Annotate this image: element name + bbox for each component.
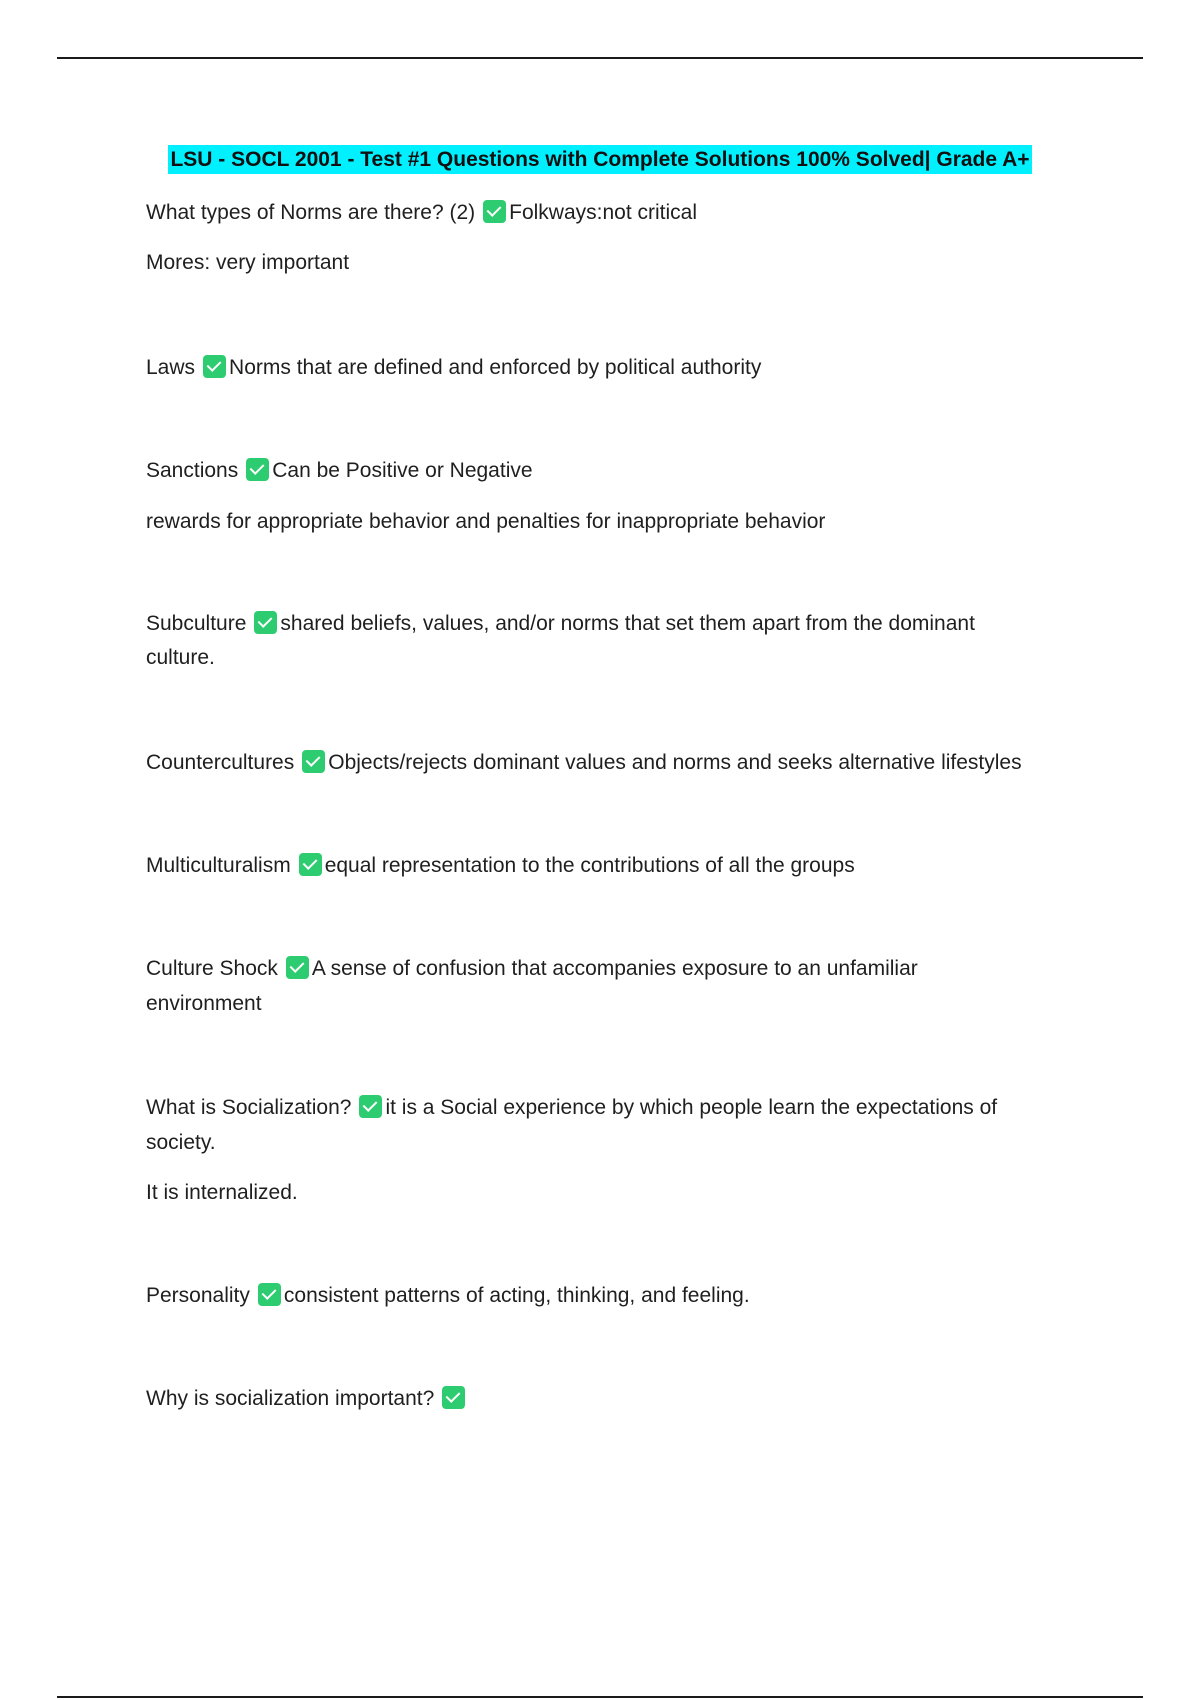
question-term: Countercultures (146, 751, 295, 774)
answer-extra: rewards for appropriate behavior and penalties for inappropriate behavior (146, 510, 826, 533)
answer-extra: It is internalized. (146, 1181, 298, 1204)
check-mark-icon (299, 853, 322, 876)
check-mark-icon (258, 1283, 281, 1306)
answer-continuation: culture. (146, 646, 215, 669)
qa-item (146, 1279, 1086, 1313)
check-mark-icon (246, 458, 269, 481)
qa-item (146, 196, 1086, 230)
bottom-rule (57, 1696, 1143, 1698)
check-mark-icon (302, 750, 325, 773)
question-term: What types of Norms are there? (2) (146, 201, 476, 224)
answer-text: Objects/rejects dominant values and norms and seeks alternative lifestyles (328, 751, 1022, 774)
check-mark-icon (359, 1095, 382, 1118)
answer-text: equal representation to the contributions of all the groups (324, 854, 855, 877)
qa-item (146, 952, 1086, 986)
top-rule (57, 57, 1143, 59)
qa-item (146, 1382, 1086, 1416)
check-mark-icon (203, 355, 226, 378)
document-title: LSU - SOCL 2001 - Test #1 Questions with Complete Solutions 100% Solved| Grade A+ (168, 145, 1031, 174)
check-mark-icon (286, 956, 309, 979)
answer-text: consistent patterns of acting, thinking, and feeling. (283, 1284, 750, 1307)
question-term: Culture Shock (146, 957, 278, 980)
check-mark-icon (483, 200, 506, 223)
answer-text: A sense of confusion that accompanies exposure to an unfamiliar (311, 957, 918, 980)
qa-item (146, 454, 1086, 488)
question-term: Personality (146, 1284, 250, 1307)
question-term: Sanctions (146, 459, 239, 482)
qa-item (146, 849, 1086, 883)
answer-text: shared beliefs, values, and/or norms that set them apart from the dominant (280, 612, 975, 635)
question-term: Why is socialization important? (146, 1387, 435, 1410)
answer-text: Folkways:not critical (509, 201, 698, 224)
question-term: What is Socialization? (146, 1096, 352, 1119)
question-term: Multiculturalism (146, 854, 291, 877)
answer-text: Can be Positive or Negative (272, 459, 533, 482)
answer-continuation: society. (146, 1131, 216, 1154)
title-container (0, 145, 1200, 174)
answer-text: it is a Social experience by which people learn the expectations of (385, 1096, 998, 1119)
answer-extra: Mores: very important (146, 251, 350, 274)
answer-text: Norms that are defined and enforced by political authority (229, 356, 762, 379)
check-mark-icon (254, 611, 277, 634)
question-term: Subculture (146, 612, 247, 635)
question-term: Laws (146, 356, 196, 379)
qa-item (146, 1091, 1086, 1125)
answer-continuation: environment (146, 992, 262, 1015)
qa-item (146, 351, 1086, 385)
check-mark-icon (442, 1386, 465, 1409)
qa-item (146, 607, 1086, 641)
qa-item (146, 746, 1086, 780)
